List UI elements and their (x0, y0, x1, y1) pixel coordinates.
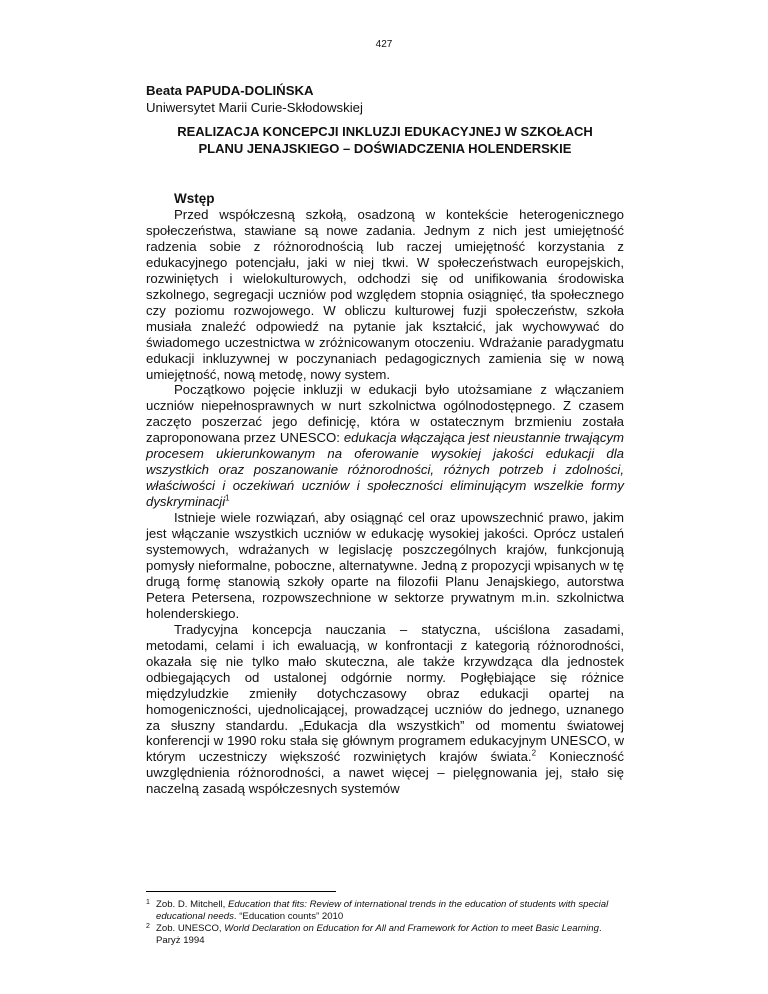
footnote-separator (146, 891, 336, 892)
paragraph-1: Przed współczesną szkołą, osadzoną w kontekście heterogenicznego społeczeństwa, stawiane są nowe zadania. Jednym z nich jest umiejętność radzenia sobie z różnorodnością lub raczej umiejętność korzystania z edukacyjnego potencjału, jaki w niej tkwi. W społeczeństwach europejskich, rozwiniętych i wielokulturowych, odchodzi się od unifikowania środowiska szkolnego, segregacji uczniów pod względem stopnia osiągnięć, tła społecznego czy poziomu rozwojowego. W obliczu kulturowej fuzji społeczeństw, szkoła musiała znaleźć odpowiedź na pytanie jak kształcić, jak wychowywać do świadomego uczestnictwa w zróżnicowanym otoczeniu. Wdrażanie paradygmatu edukacji inkluzywnej w poczynaniach pedagogicznych zamienia się w nową umiejętność, nową metodę, nowy system. (146, 207, 624, 382)
paragraph-2 (146, 382, 624, 510)
footnotes (146, 894, 624, 947)
footnote-1 (146, 899, 624, 923)
footnote-text: Zob. UNESCO, (156, 923, 225, 934)
section-heading: Wstęp (174, 191, 215, 206)
footnote-source: . “Education counts” 2010 (233, 911, 344, 922)
footnote-text: Zob. D. Mitchell, (156, 899, 228, 910)
footnote-number: 1 (146, 899, 150, 906)
article-title (146, 124, 624, 157)
paragraph-4-text: Tradycyjna koncepcja nauczania – statyczna, uściślona zasadami, metodami, celami i ich ewaluacją, w konfrontacji z kategorią różnorodności, okazała się nie tylko mało skuteczna, ale także krzywdząca dla jednostek odbiegających od ustalonej odgórnie normy. Pogłębiające się różnice międzyludzkie zmieniły dotychczasowy obraz edukacji opartej na homogeniczności, ujednolicającej, prowadzącej uczniów do jednego, uznanego za słuszny standardu. „Edukacja dla wszystkich” od momentu światowej konferencji w 1990 roku stała się głównym programem edukacyjnym UNESCO, w którym uczestniczy większość rozwiniętych krajów świata. (146, 621, 624, 765)
author-block (146, 82, 363, 116)
unesco-definition-quote: edukacja włączająca jest nieustannie trwającym procesem ukierunkowanym na oferowanie wysokiej jakości edukacji dla wszystkich oraz poszanowanie różnorodności, różnych potrzeb i zdolności, właściwości i oczekiwań uczniów i społeczności eliminującym wszelkie formy dyskryminacji (146, 430, 624, 510)
footnote-number: 2 (146, 923, 150, 930)
paragraph-3: Istnieje wiele rozwiązań, aby osiągnąć cel oraz upowszechnić prawo, jakim jest włączanie wszystkich uczniów w edukację wysokiej jakości. Oprócz ustaleń systemowych, wdrażanych w legislację poszczególnych krajów, funkcjonują pomysły nieformalne, poboczne, alternatywne. Jedną z propozycji wpisanych w tę drugą formę stanowią szkoły oparte na filozofii Planu Jenajskiego, autorstwa Petera Petersena, rozpowszechnione w sektorze prywatnym m.in. szkolnictwa holenderskiego. (146, 510, 624, 621)
title-line-1: REALIZACJA KONCEPCJI INKLUZJI EDUKACYJNEJ W SZKOŁACH (177, 124, 593, 139)
paragraph-2-text: Początkowo pojęcie inkluzji w edukacji było utożsamiane z włączaniem uczniów niepełnosprawnych w nurt szkolnictwa ogólnodostępnego. Z czasem zaczęto poszerzać jego definicję, która w ostatecznym brzmieniu została zaproponowana przez UNESCO: (146, 382, 624, 446)
title-line-2: PLANU JENAJSKIEGO – DOŚWIADCZENIA HOLENDERSKIE (198, 140, 572, 156)
footnote-title: World Declaration on Education for All and Framework for Action to meet Basic Learning (224, 923, 599, 934)
footnote-source: . Paryż 1994 (156, 923, 602, 946)
footnote-ref-1: 1 (225, 493, 230, 503)
paragraph-4 (146, 622, 624, 797)
footnote-title: Education that fits: Review of international trends in the education of students with special educational needs (156, 899, 609, 922)
footnote-2 (146, 923, 624, 947)
body-text (146, 207, 624, 797)
footnote-ref-2: 2 (531, 749, 537, 759)
page-number: 427 (375, 39, 393, 50)
paragraph-4-end: Konieczność uwzględnienia różnorodności, a nawet więcej – pielęgnowania jej, stało się naczelną zasadą współczesnych systemów (146, 749, 624, 797)
author-affiliation: Uniwersytet Marii Curie-Skłodowskiej (146, 100, 363, 115)
author-name: Beata PAPUDA-DOLIŃSKA (146, 83, 314, 98)
